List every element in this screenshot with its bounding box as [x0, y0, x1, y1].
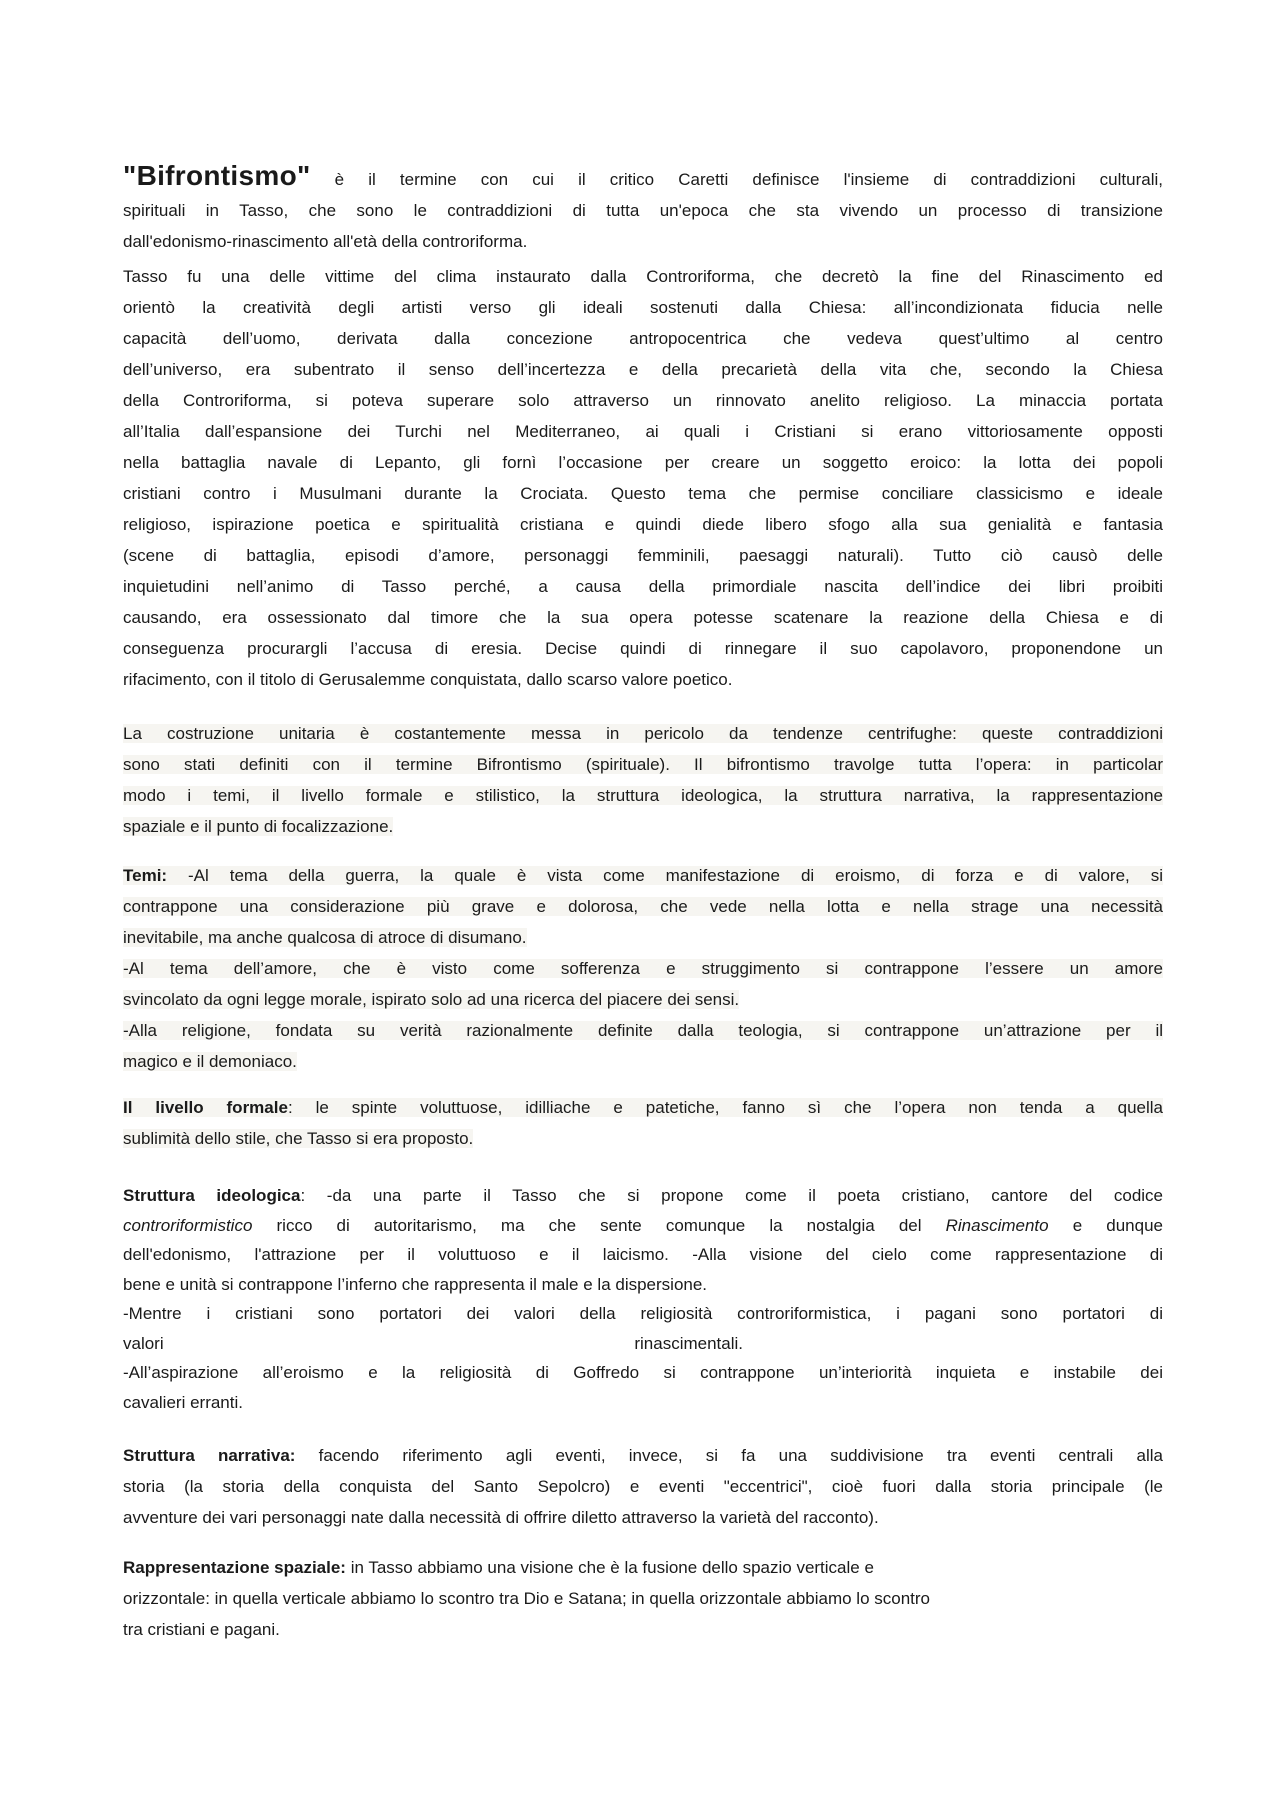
text-line: [123, 1502, 1163, 1533]
text-line: [123, 1270, 1163, 1300]
section-struttura-ideologica: [123, 1181, 1163, 1417]
line-text: storia (la storia della conquista del Santo Sepolcro) e eventi "eccentrici", cioè fuori dalla storia principale (le: [123, 1477, 1163, 1496]
text-line: [123, 226, 1163, 257]
paragraph: [123, 1092, 1163, 1154]
line-text: (scene di battaglia, episodi d’amore, personaggi femminili, paesaggi naturali). Tutto ciò causò delle: [123, 546, 1163, 565]
line-text: -Al tema dell’amore, che è visto come sofferenza e struggimento si contrappone l’essere un amore: [123, 959, 1163, 978]
line-text: orientò la creatività degli artisti verso gli ideali sostenuti dalla Chiesa: all’incondizionata fiducia nelle: [123, 298, 1163, 317]
text-line: [123, 749, 1163, 780]
line-text: conseguenza procurargli l’accusa di eresia. Decise quindi di rinnegare il suo capolavoro, proponendone un: [123, 639, 1163, 658]
text-line: [123, 1240, 1163, 1270]
text-line: [123, 385, 1163, 416]
section-struttura-narrativa: [123, 1440, 1163, 1533]
text-line: [123, 984, 1163, 1015]
line-text: -Al tema della guerra, la quale è vista come manifestazione di eroismo, di forza e di valore, si: [167, 866, 1163, 885]
line-text: svincolato da ogni legge morale, ispirato solo ad una ricerca del piacere dei sensi.: [123, 990, 740, 1009]
section-heading: Temi:: [123, 866, 168, 885]
text-line: [123, 540, 1163, 571]
line-text: -All’aspirazione all’eroismo e la religiosità di Goffredo si contrappone un’interiorità inquieta e instabile dei: [123, 1363, 1163, 1382]
line-text: : le spinte voluttuose, idilliache e patetiche, fanno sì che l’opera non tenda a quella: [287, 1098, 1163, 1117]
text-line: [123, 1552, 1163, 1583]
paragraph: [123, 1358, 1163, 1417]
line-text: è il termine con cui il critico Caretti definisce l'insieme di contraddizioni culturali,: [310, 170, 1163, 189]
line-text: sono stati definiti con il termine Bifrontismo (spirituale). Il bifrontismo travolge tutta l’opera: in particolar: [123, 755, 1163, 774]
line-text: tra cristiani e pagani.: [123, 1620, 280, 1639]
text-line: [123, 1211, 1163, 1241]
text-line: [123, 602, 1163, 633]
line-text: capacità dell’uomo, derivata dalla concezione antropocentrica che vedeva quest’ultimo al centro: [123, 329, 1163, 348]
line-text: ricco di autoritarismo, ma che sente comunque la nostalgia del: [252, 1215, 946, 1235]
document-title: "Bifrontismo": [123, 160, 311, 191]
text-line: [123, 891, 1163, 922]
section-intro: [123, 160, 1163, 695]
line-text: -Mentre i cristiani sono portatori dei valori della religiosità controriformistica, i pagani sono portatori di: [123, 1304, 1163, 1323]
section-heading: Struttura ideologica: [123, 1186, 301, 1205]
line-text: : -da una parte il Tasso che si propone come il poeta cristiano, cantore del codice: [300, 1186, 1164, 1205]
paragraph: [123, 953, 1163, 1015]
text-line: [123, 718, 1163, 749]
paragraph: [123, 1015, 1163, 1077]
text-line: [123, 478, 1163, 509]
text-line: [123, 780, 1163, 811]
text-line: [123, 1471, 1163, 1502]
line-text: avventure dei vari personaggi nate dalla necessità di offrire diletto attraverso la varietà del racconto).: [123, 1508, 879, 1527]
text-line: [123, 633, 1163, 664]
paragraph: [123, 1552, 1163, 1645]
text-line: [123, 571, 1163, 602]
section-heading: Rappresentazione spaziale:: [123, 1558, 346, 1577]
text-line: [123, 447, 1163, 478]
text-line: [123, 354, 1163, 385]
section-rappresentazione-spaziale: [123, 1552, 1163, 1645]
text-line: [123, 261, 1163, 292]
paragraph: [123, 1299, 1163, 1358]
text-line: [123, 860, 1163, 891]
text-line: [123, 1015, 1163, 1046]
text-line: [123, 664, 1163, 695]
line-text: spaziale e il punto di focalizzazione.: [123, 817, 394, 836]
line-word: rinascimentali.: [634, 1333, 743, 1353]
line-text: rifacimento, con il titolo di Gerusalemme conquistata, dallo scarso valore poetico.: [123, 670, 733, 689]
line-text: e dunque: [1048, 1215, 1163, 1235]
line-text: Tasso fu una delle vittime del clima instaurato dalla Controriforma, che decretò la fine del Rinascimento ed: [123, 267, 1163, 286]
line-text: contrappone una considerazione più grave e dolorosa, che vede nella lotta e nella strage una necessità: [123, 897, 1163, 916]
line-text: nella battaglia navale di Lepanto, gli fornì l’occasione per creare un soggetto eroico: la lotta dei popoli: [123, 453, 1163, 472]
line-text: facendo riferimento agli eventi, invece, si fa una suddivisione tra eventi centrali alla: [295, 1446, 1163, 1465]
line-text: magico e il demoniaco.: [123, 1052, 297, 1071]
paragraph: [123, 1440, 1163, 1533]
text-line: [123, 1046, 1163, 1077]
text-line: [123, 1358, 1163, 1388]
line-text: La costruzione unitaria è costantemente messa in pericolo da tendenze centrifughe: queste contraddizioni: [123, 724, 1163, 743]
text-line: [123, 1440, 1163, 1471]
text-line: [123, 1388, 1163, 1418]
line-text: inevitabile, ma anche qualcosa di atroce di disumano.: [123, 928, 527, 947]
text-line: [123, 1299, 1163, 1329]
paragraph: [123, 1181, 1163, 1299]
line-text: modo i temi, il livello formale e stilistico, la struttura ideologica, la struttura narrativa, la rappresentazione: [123, 786, 1163, 805]
line-text: dall'edonismo-rinascimento all'età della controriforma.: [123, 232, 528, 251]
section-heading: Struttura narrativa:: [123, 1446, 296, 1465]
text-line: [123, 292, 1163, 323]
line-text: in Tasso abbiamo una visione che è la fusione dello spazio verticale e: [345, 1558, 874, 1577]
text-line: [123, 195, 1163, 226]
section-costruzione: [123, 718, 1163, 842]
line-text: inquietudini nell’animo di Tasso perché, a causa della primordiale nascita dell’indice dei libri proibiti: [123, 577, 1163, 596]
italic-term: Rinascimento: [945, 1215, 1049, 1235]
text-line: [123, 509, 1163, 540]
line-text: all’Italia dall’espansione dei Turchi nel Mediterraneo, ai quali i Cristiani si erano vittoriosamente opposti: [123, 422, 1163, 441]
text-line: [123, 1329, 743, 1359]
line-text: causando, era ossessionato dal timore che la sua opera potesse scatenare la reazione della Chiesa e di: [123, 608, 1163, 627]
text-line: [123, 1614, 1163, 1645]
text-line: [123, 811, 1163, 842]
line-text: della Controriforma, si poteva superare solo attraverso un rinnovato anelito religioso. La minaccia portata: [123, 391, 1163, 410]
section-heading: Il livello formale: [123, 1098, 288, 1117]
line-text: dell’universo, era subentrato il senso dell’incertezza e della precarietà della vita che, secondo la Chiesa: [123, 360, 1163, 379]
line-text: dell'edonismo, l'attrazione per il voluttuoso e il laicismo. -Alla visione del cielo come rappresentazione di: [123, 1245, 1163, 1264]
text-line: [123, 1583, 1163, 1614]
italic-term: controriformistico: [123, 1215, 253, 1235]
section-livello-formale: [123, 1092, 1163, 1154]
line-text: sublimità dello stile, che Tasso si era proposto.: [123, 1129, 474, 1148]
line-text: cavalieri erranti.: [123, 1392, 243, 1412]
line-text: cristiani contro i Musulmani durante la Crociata. Questo tema che permise conciliare classicismo e ideale: [123, 484, 1163, 503]
text-line: [123, 1181, 1163, 1211]
text-line: [123, 1123, 1163, 1154]
line-text: bene e unità si contrappone l’inferno che rappresenta il male e la dispersione.: [123, 1274, 708, 1294]
text-line: [123, 416, 1163, 447]
line-text: religioso, ispirazione poetica e spiritualità cristiana e quindi diede libero sfogo alla sua genialità e fantasia: [123, 515, 1163, 534]
text-line: [123, 922, 1163, 953]
section-temi: [123, 860, 1163, 1077]
line-word: valori: [123, 1333, 164, 1353]
text-line: [123, 1092, 1163, 1123]
text-line: [123, 953, 1163, 984]
line-text: -Alla religione, fondata su verità razionalmente definite dalla teologia, si contrappone un’attrazione per il: [123, 1021, 1163, 1040]
text-line: [123, 323, 1163, 354]
line-text: spirituali in Tasso, che sono le contraddizioni di tutta un'epoca che sta vivendo un processo di transizione: [123, 201, 1163, 220]
paragraph: [123, 160, 1163, 257]
paragraph: [123, 860, 1163, 953]
paragraph: [123, 718, 1163, 842]
paragraph: [123, 261, 1163, 695]
text-line: [123, 160, 1163, 195]
line-text: orizzontale: in quella verticale abbiamo lo scontro tra Dio e Satana; in quella orizzontale abbiamo lo scontro: [123, 1589, 931, 1608]
